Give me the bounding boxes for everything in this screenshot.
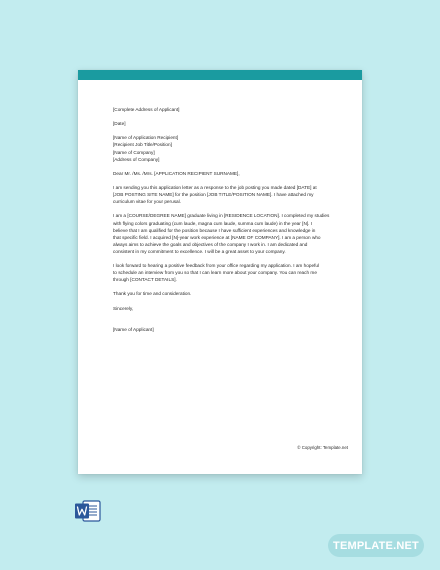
recipient-line: [Address of Company] bbox=[113, 156, 160, 162]
brand-label: TEMPLATE.NET bbox=[333, 539, 419, 552]
copyright-notice: © Copyright: Template.net bbox=[297, 445, 348, 450]
paragraph-line: to schedule an interview from you so that I can learn more about your company. You can reach me bbox=[113, 270, 317, 276]
word-icon bbox=[74, 499, 102, 523]
letter-body bbox=[113, 106, 351, 333]
recipient-line: [Recipient Job Title/Position] bbox=[113, 142, 172, 148]
applicant-address: [Complete Address of Applicant] bbox=[113, 107, 180, 112]
signature-name: [Name of Applicant] bbox=[113, 326, 154, 332]
letter-document bbox=[78, 70, 362, 474]
salutation: Dear Mr. /Ms. /Mrs. [APPLICATION RECIPIENT SURNAME], bbox=[113, 170, 240, 176]
closing-thanks: Thank you for time and consideration. bbox=[113, 291, 192, 297]
brand-badge[interactable] bbox=[328, 534, 424, 557]
paragraph-line: through [CONTACT DETAILS]. bbox=[113, 277, 177, 283]
paragraph-line: believe that I am qualified for the position because I have sufficient experiences and knowledge in bbox=[113, 227, 316, 233]
recipient-line: [Name of Company] bbox=[113, 149, 155, 155]
header-accent-bar bbox=[78, 70, 362, 80]
sign-off: Sincerely, bbox=[113, 305, 134, 311]
paragraph-intro bbox=[113, 184, 351, 205]
paragraph-line: always aims to achieve the goals and objectives of the company I work in. I am dedicated and bbox=[113, 241, 308, 247]
paragraph-followup bbox=[113, 262, 351, 283]
paragraph-line: I am a [COURSE/DEGREE NAME] graduate living in [RESIDENCE LOCATION]. I completed my studies bbox=[113, 213, 330, 219]
paragraph-line: I look forward to hearing a positive feedback from your office regarding my application. I am hopeful bbox=[113, 263, 320, 269]
paragraph-line: with flying colors graduating (cum laude, magna cum laude, summa cum laude) in the year [N]. I bbox=[113, 220, 313, 226]
paragraph-line: I am sending you this application letter as a response to the job posting you made dated [DATE] at bbox=[113, 185, 317, 191]
paragraph-line: that specific field. I acquired [N]-year work experience at [NAME OF COMPANY]. I am a person who bbox=[113, 234, 321, 240]
letter-date: [Date] bbox=[113, 121, 126, 127]
paragraph-line: [JOB POSTING SITE NAME] for the position [JOB TITLE/POSITION NAME]. I have attached my bbox=[113, 192, 314, 198]
paragraph-qualifications bbox=[113, 212, 351, 255]
paragraph-line: curriculum vitae for your perusal. bbox=[113, 199, 181, 205]
paragraph-line: consistent in my commitment to excellence. I will be a great asset to your company. bbox=[113, 248, 286, 254]
recipient-line: [Name of Application Recipient] bbox=[113, 135, 179, 141]
